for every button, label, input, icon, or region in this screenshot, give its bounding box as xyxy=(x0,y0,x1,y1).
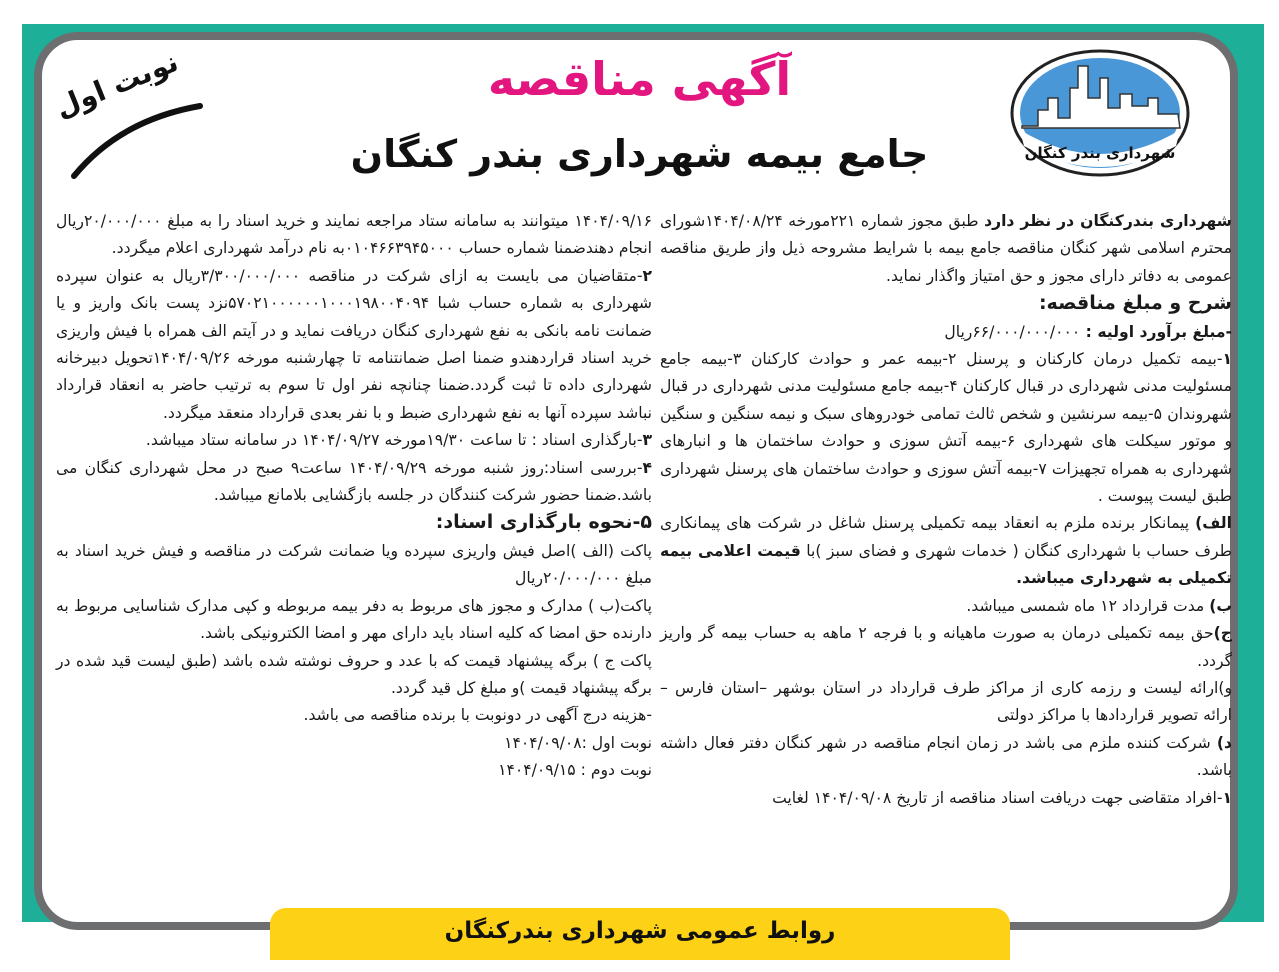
paragraph xyxy=(56,538,652,593)
bold-text: ب) xyxy=(1209,596,1232,615)
text: -افراد متقاضی جهت دریافت اسناد مناقصه از تاریخ ۱۴۰۴/۰۹/۰۸ لغایت xyxy=(772,788,1223,807)
text: -متقاضیان می بایست به ازای شرکت در مناقصه ۳/۳۰۰/۰۰۰/۰۰۰ریال به عنوان سپرده شهرداری به شماره حساب شبا ۵۷۰۲۱۰۰۰۰۰۰۱۰۰۰۱۹۸۰۰۴۰۹۴نزد پست بانک واریز و یا ضمانت نامه بانکی به نفع شهرداری کنگان دریافت نماید و در آیتم الف همراه با فیش واریزی خرید اسناد قراردهندو ضمنا اصل ضمانتنامه تا چهارشنبه مورخه ۱۴۰۴/۰۹/۲۶تحویل دبیرخانه شهرداری داده تا ثبت گردد.ضمنا چنانچه نفر اول تا سوم به ترتیب حاضر به انعقاد قرارداد نباشد سپرده آنها به نفع شهرداری ضبط و با نفر بعدی قرارداد منعقد میگردد. xyxy=(56,266,653,422)
round-label: نوبت اول xyxy=(50,44,183,125)
paragraph xyxy=(56,593,652,648)
text: طبق مجوز شماره ۲۲۱مورخه ۱۴۰۴/۰۸/۲۴شورای محترم اسلامی شهر کنگان مناقصه جامع بیمه با شرایط مشروحه ذیل واز طریق مناقصه عمومی به دفاتر دارای مجوز و حق امتیاز واگذار نماید. xyxy=(660,212,1232,285)
text: حق بیمه تکمیلی درمان به صورت ماهیانه و با فرجه ۲ ماهه به حساب بیمه گر واریز گردد. xyxy=(660,624,1232,670)
text: مدت قرارداد ۱۲ ماه شمسی میباشد. xyxy=(966,596,1210,615)
logo-text: شهرداری بندر کنگان xyxy=(1024,144,1176,162)
paragraph xyxy=(56,757,652,784)
bold-text: ۱ xyxy=(1222,788,1232,807)
paragraph xyxy=(660,346,1232,510)
bold-text: شهرداری بندرکنگان در نظر دارد xyxy=(984,212,1232,230)
section-heading: ۵-نحوه بارگذاری اسناد: xyxy=(435,511,652,534)
bold-text: ۴ xyxy=(642,458,652,477)
paragraph xyxy=(660,510,1232,592)
text: شرکت کننده ملزم می باشد در زمان انجام مناقصه در شهر کنگان دفتر فعال داشته باشد. xyxy=(660,733,1232,780)
paragraph xyxy=(660,319,1232,346)
paragraph xyxy=(56,427,652,454)
paragraph xyxy=(660,593,1232,620)
footer-banner xyxy=(270,908,1010,960)
text: -بررسی اسناد:روز شنبه مورخه ۱۴۰۴/۰۹/۲۹ ساعت۹ صبح در محل شهرداری کنگان می باشد.ضمنا حضور شرکت کنندگان در جلسه بازگشایی بلامانع میباشد. xyxy=(56,458,652,505)
text: نوبت دوم : ۱۴۰۴/۰۹/۱۵ xyxy=(498,761,652,780)
bold-text: ۲ xyxy=(642,266,652,285)
footer-text: روابط عمومی شهرداری بندرکنگان xyxy=(444,918,836,944)
text: ۶۶/۰۰۰/۰۰۰/۰۰۰ریال xyxy=(944,322,1081,341)
bold-text: د) xyxy=(1216,733,1232,752)
paragraph xyxy=(56,455,652,510)
page-title: آگهی مناقصه xyxy=(487,52,792,106)
paragraph xyxy=(56,509,652,537)
text: -هزینه درج آگهی در دونوبت با برنده مناقصه می باشد. xyxy=(303,706,652,725)
text: نوبت اول :۱۴۰۴/۰۹/۰۸ xyxy=(504,733,652,752)
bold-text: ۳ xyxy=(642,431,652,450)
paragraph xyxy=(660,785,1232,812)
paragraph xyxy=(660,290,1232,318)
text: ۱۴۰۴/۰۹/۱۶ میتوانند به سامانه ستاد مراجعه نمایند و خرید اسناد را به مبلغ ۲۰/۰۰۰/۰۰۰ریال انجام دهندضمنا شماره حساب ۰۱۰۴۶۶۳۹۴۵۰۰۰به نام درآمد شهرداری اعلام میگردد. xyxy=(56,212,652,258)
page-subtitle: جامع بیمه شهرداری بندر کنگان xyxy=(350,132,929,176)
text: پاکت ج ) برگه پیشنهاد قیمت که با عدد و حروف نوشته شده باشد (طبق لیست قید شده در برگه پیشنهاد قیمت )و مبلغ کل قید گردد. xyxy=(56,651,652,697)
bold-text: -مبلغ برآورد اولیه : xyxy=(1080,322,1232,341)
right-column xyxy=(660,208,1232,812)
paragraph xyxy=(56,730,652,757)
text: پیمانکار برنده ملزم به انعقاد بیمه تکمیلی پرسنل شاغل در شرکت های پیمانکاری طرف حساب با شهرداری کنگان ( خدمات شهری و فضای سبز )با xyxy=(660,514,1232,560)
left-column xyxy=(56,208,652,785)
paragraph xyxy=(56,648,652,703)
paragraph xyxy=(660,730,1232,785)
paragraph xyxy=(660,208,1232,290)
bold-text: ۱ xyxy=(1222,350,1232,369)
paragraph xyxy=(56,702,652,729)
text: پاکت(ب ) مدارک و مجوز های مربوط به دفر بیمه مربوطه و کپی مدارک شناسایی مربوط به دارنده حق امضا که کلیه اسناد باید دارای مهر و امضا الکترونیکی باشد. xyxy=(56,596,652,643)
text: -بیمه تکمیل درمان کارکنان و پرسنل ۲-بیمه عمر و حوادث کارکنان ۳-بیمه جامع مسئولیت مدنی شهرداری در قبال کارکنان ۴-بیمه جامع مسئولیت مدنی شهرداری در قبال شهروندان ۵-بیمه سرنشین و شخص ثالث تمامی خودروهای سبک و نیمه سنگین و سنگین و موتور سیکلت های شهرداری ۶-بیمه آتش سوزی و حوادث ساختمان ها و انبارهای شهرداری به همراه تجهیزات ۷-بیمه آتش سوزی و حوادث ساختمان های پرسنل شهرداری طبق لیست پیوست . xyxy=(660,350,1232,506)
bold-text: الف) xyxy=(1195,514,1232,533)
text: -بارگذاری اسناد : تا ساعت ۱۹/۳۰مورخه ۱۴۰۴/۰۹/۲۷ در سامانه ستاد میباشد. xyxy=(145,431,643,450)
paragraph xyxy=(56,263,652,427)
paragraph xyxy=(660,675,1232,730)
bold-text: قیمت اعلامی بیمه تکمیلی به شهرداری میباشد. xyxy=(660,541,1232,588)
text: پاکت (الف )اصل فیش واریزی سپرده ویا ضمانت شرکت در مناقصه و فیش خرید اسناد به مبلغ ۲۰/۰۰۰/۰۰۰ریال xyxy=(56,541,652,588)
paragraph xyxy=(56,208,652,263)
bold-text: ج) xyxy=(1213,624,1232,643)
paragraph xyxy=(660,620,1232,675)
section-heading: شرح و مبلغ مناقصه: xyxy=(1038,292,1232,315)
text: و)ارائه لیست و رزمه کاری از مراکز طرف قرارداد در استان بوشهر –استان فارس – ارائه تصویر قراردادها با مراکز دولتی xyxy=(660,678,1232,725)
